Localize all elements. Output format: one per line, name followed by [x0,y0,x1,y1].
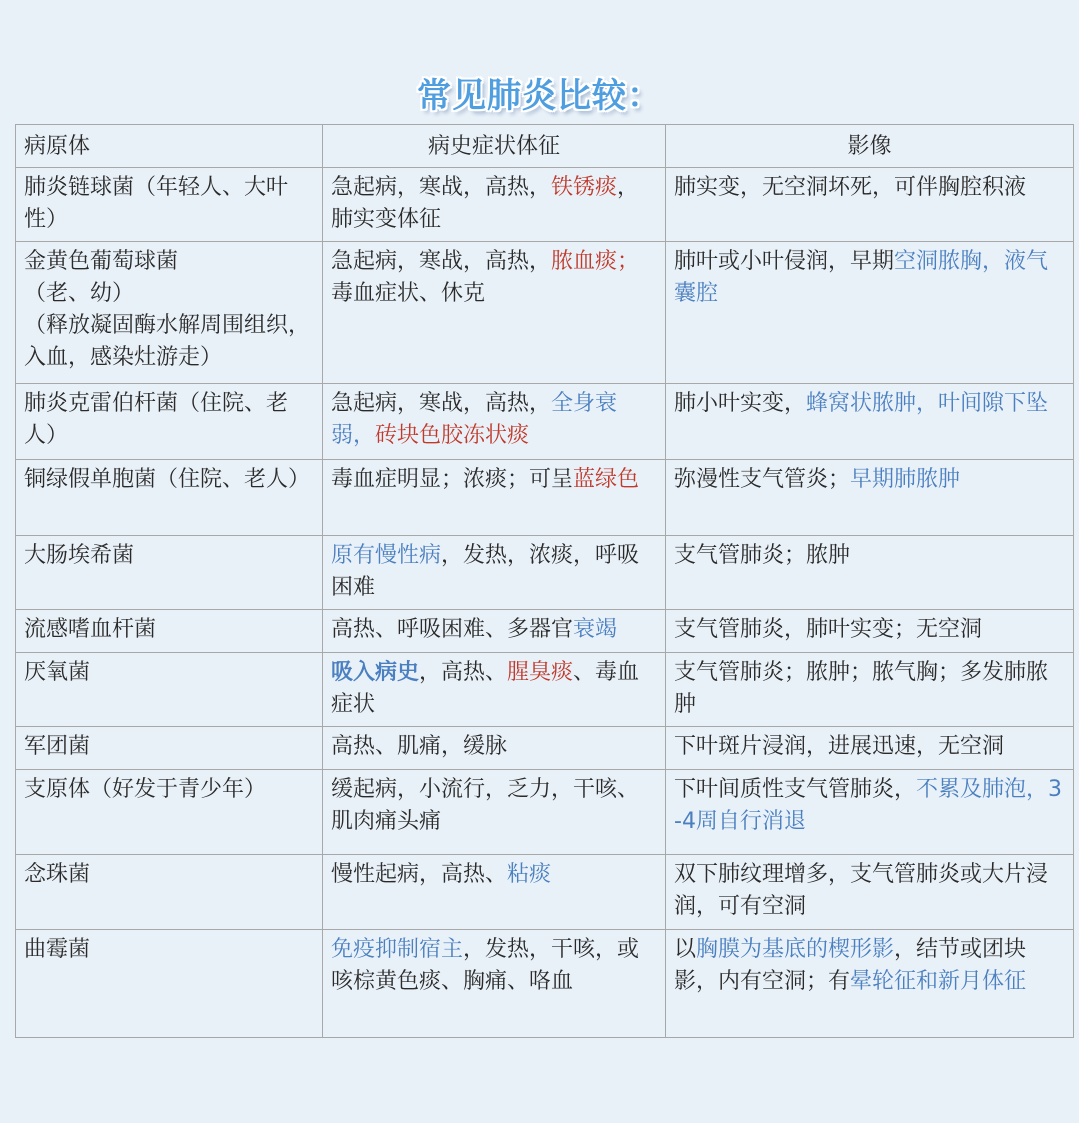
cell-text: 高热、呼吸困难、多器官 [331,617,574,642]
highlight-text: 蜂窝状脓肿，叶间隙下坠 [806,391,1049,416]
highlight-text: 粘痰 [507,862,552,887]
cell-text: 缓起病，小流行，乏力，干咳、肌肉痛头痛 [331,777,640,834]
symptoms-cell [323,242,666,384]
page-title: 常见肺炎比较： [417,76,662,116]
highlight-text: 早期肺脓肿 [850,467,961,492]
symptoms-cell [323,168,666,242]
cell-text: 下叶间质性支气管肺炎， [674,777,917,802]
cell-text: 急起病，寒战，高热， [331,249,552,274]
imaging-cell [666,653,1074,727]
symptoms-cell [323,653,666,727]
header-pathogen: 病原体 [16,125,323,168]
pathogen-cell: 肺炎克雷伯杆菌（住院、老人） [16,384,323,460]
pathogen-cell: 大肠埃希菌 [16,536,323,610]
symptoms-cell [323,770,666,855]
cell-text: 、毒血症状 [331,660,640,717]
cell-text: 双下肺纹理增多，支气管肺炎或大片浸润，可有空洞 [674,862,1049,919]
table-body [16,168,1074,1038]
imaging-cell [666,770,1074,855]
table-row [16,242,1074,384]
highlight-text: 蓝绿色 [573,467,640,492]
highlight-text: 空洞脓胸，液气囊腔 [674,249,1049,306]
cell-text: ，结节或团块影，内有空洞；有 [674,937,1027,994]
cell-text: 急起病，寒战，高热， [331,391,552,416]
highlight-text: 免疫抑制宿主 [331,937,464,962]
pathogen-cell: 支原体（好发于青少年） [16,770,323,855]
cell-text: 肺叶或小叶侵润，早期 [674,249,895,274]
highlight-text: 砖块色胶冻状痰 [375,423,530,448]
table-row [16,536,1074,610]
pathogen-cell: 曲霉菌 [16,930,323,1038]
imaging-cell [666,384,1074,460]
imaging-cell [666,930,1074,1038]
symptoms-cell [323,930,666,1038]
pathogen-cell: 流感嗜血杆菌 [16,610,323,653]
table-row [16,168,1074,242]
header-symptoms: 病史症状体征 [323,125,666,168]
cell-text: 支气管肺炎，肺叶实变；无空洞 [674,617,983,642]
cell-text: 高热、肌痛，缓脉 [331,734,508,759]
table-row [16,930,1074,1038]
cell-text: 毒血症状、休克 [331,281,486,306]
table-row [16,610,1074,653]
highlight-text: 脓血痰； [551,249,640,274]
highlight-text: 腥臭痰 [507,660,574,685]
symptoms-cell [323,610,666,653]
imaging-cell [666,855,1074,930]
pathogen-cell: 肺炎链球菌（年轻人、大叶性） [16,168,323,242]
cell-text: 下叶斑片浸润，进展迅速，无空洞 [674,734,1005,759]
cell-text: 肺小叶实变， [674,391,807,416]
highlight-text: 晕轮征和新月体征 [850,969,1027,994]
cell-text: 毒血症明显；浓痰；可呈 [331,467,574,492]
table-row [16,770,1074,855]
symptoms-cell [323,460,666,536]
highlight-text: 不累及肺泡，3-4周自行消退 [674,777,1063,834]
highlight-text: 铁锈痰 [551,175,618,200]
symptoms-cell [323,384,666,460]
imaging-cell [666,168,1074,242]
imaging-cell [666,460,1074,536]
pathogen-line: 金黄色葡萄球菌 [24,249,179,274]
symptoms-cell [323,536,666,610]
imaging-cell [666,536,1074,610]
pathogen-cell: 厌氧菌 [16,653,323,727]
highlight-text: 衰竭 [573,617,618,642]
cell-text: 以 [674,937,697,962]
cell-text: 肺实变，无空洞坏死，可伴胸腔积液 [674,175,1027,200]
symptoms-cell [323,855,666,930]
header-imaging: 影像 [666,125,1074,168]
table-row [16,855,1074,930]
cell-text: ，发热，干咳，或咳棕黄色痰、胸痛、咯血 [331,937,640,994]
highlight-text: 胸膜为基底的楔形影 [696,937,895,962]
pathogen-cell: 军团菌 [16,727,323,770]
cell-text: 慢性起病，高热、 [331,862,508,887]
pathogen-cell: 念珠菌 [16,855,323,930]
highlight-text: 全身衰弱， [331,391,618,448]
table-header-row [16,125,1074,168]
cell-text: 弥漫性支气管炎； [674,467,851,492]
pathogen-cell [16,242,323,384]
pathogen-line: （老、幼） [24,281,135,306]
imaging-cell [666,610,1074,653]
pathogen-line: （释放凝固酶水解周围组织，入血，感染灶游走） [24,313,311,370]
table-row [16,653,1074,727]
cell-text: ，肺实变体征 [331,175,640,232]
table-row [16,727,1074,770]
table-row [16,384,1074,460]
highlight-text: 吸入病史 [331,660,420,685]
cell-text: ，高热、 [419,660,508,685]
symptoms-cell [323,727,666,770]
pneumonia-comparison-table [15,124,1074,1038]
cell-text: 急起病，寒战，高热， [331,175,552,200]
imaging-cell [666,242,1074,384]
highlight-text: 原有慢性病 [331,543,442,568]
table-row [16,460,1074,536]
cell-text: 支气管肺炎；脓肿；脓气胸；多发肺脓肿 [674,660,1049,717]
pathogen-cell: 铜绿假单胞菌（住院、老人） [16,460,323,536]
cell-text: 支气管肺炎；脓肿 [674,543,851,568]
cell-text: ，发热，浓痰，呼吸困难 [331,543,640,600]
imaging-cell [666,727,1074,770]
